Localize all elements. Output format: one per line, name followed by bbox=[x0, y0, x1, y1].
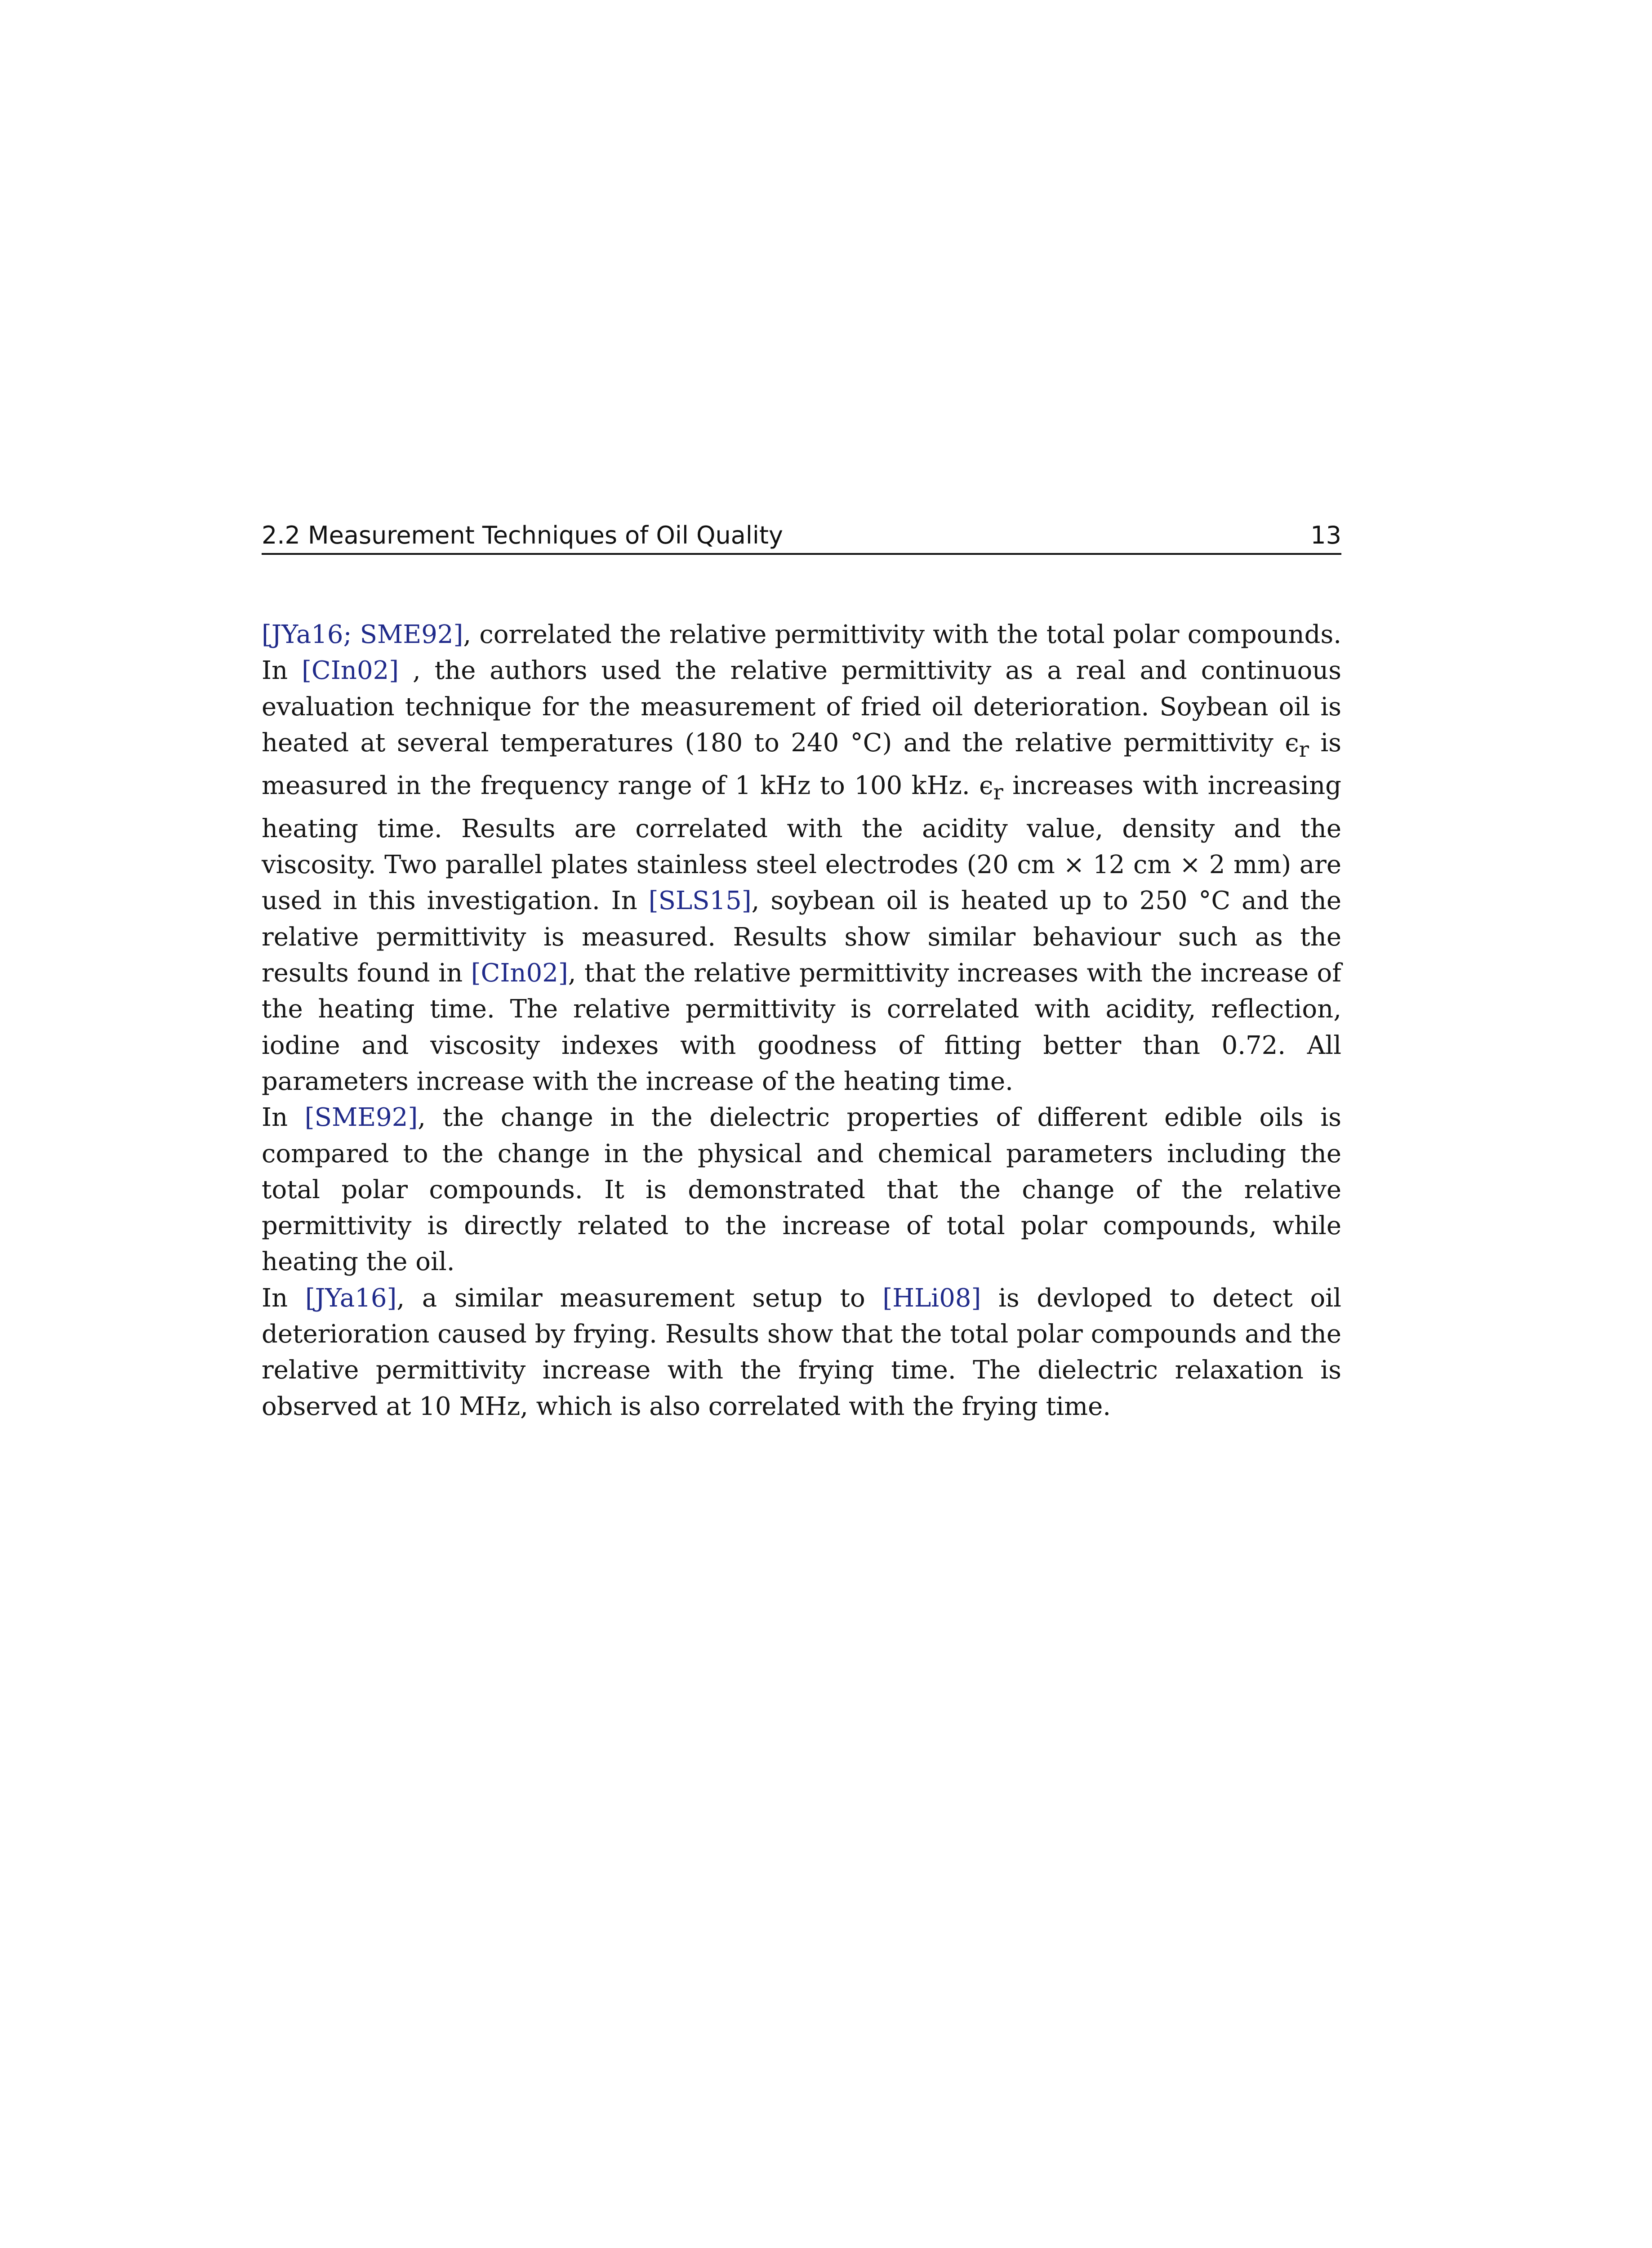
running-header bbox=[262, 521, 1341, 555]
text-run: In bbox=[262, 1283, 305, 1313]
body-text bbox=[262, 617, 1341, 1425]
text-run: In bbox=[262, 1103, 305, 1133]
citation-link[interactable]: [SME92] bbox=[304, 1103, 418, 1133]
paragraph-1 bbox=[262, 617, 1341, 1100]
text-run: is devloped to detect oil deterioration caused by frying. Results show that the total polar compounds and the relative permittivity increase with the frying time. The dielectric relaxation is observed at 10 MHz, which is also correlated with the frying time. bbox=[262, 1283, 1341, 1421]
subscript-r: r bbox=[993, 781, 1003, 805]
paragraph-2 bbox=[262, 1100, 1341, 1280]
text-run: , a similar measurement setup to bbox=[396, 1283, 883, 1313]
page-number: 13 bbox=[1310, 521, 1341, 549]
text-run: , correlated the relative permittivity with the total polar compounds. In bbox=[262, 620, 1342, 686]
citation-link[interactable]: [SLS15] bbox=[648, 886, 752, 916]
text-run: is measured in the frequency range of 1 kHz to 100 kHz. ϵ bbox=[262, 728, 1341, 801]
subscript-r: r bbox=[1299, 738, 1309, 763]
citation-link[interactable]: [JYa16; SME92] bbox=[262, 620, 463, 649]
paragraph-3 bbox=[262, 1280, 1341, 1425]
citation-link[interactable]: [CIn02] bbox=[471, 959, 568, 988]
citation-link[interactable]: [HLi08] bbox=[882, 1283, 981, 1313]
text-run: , that the relative permittivity increases with the increase of the heating time. The relative permittivity is correlated with acidity, reflection, iodine and viscosity indexes with goodness of fitting better than 0.72. All parameters increase with the increase of the heating time. bbox=[262, 959, 1341, 1096]
section-title: 2.2 Measurement Techniques of Oil Quality bbox=[262, 521, 783, 549]
text-run: , soybean oil is heated up to 250 °C and the relative permittivity is measured. Results show similar behaviour such as the results found in bbox=[262, 886, 1341, 988]
citation-link[interactable]: [CIn02] bbox=[302, 656, 399, 686]
text-run: , the authors used the relative permittivity as a real and continuous evaluation technique for the measurement of fried oil deterioration. Soybean oil is heated at several temperatures (180 to 240 °C) and the relative permittivity ϵ bbox=[262, 656, 1341, 758]
text-run: increases with increasing heating time. Results are correlated with the acidity value, density and the viscosity. Two parallel plates stainless steel electrodes (20 cm × 12 cm × 2 mm) are used in this investigation. In bbox=[262, 771, 1341, 916]
text-run: , the change in the dielectric properties of different edible oils is compared to the change in the physical and chemical parameters including the total polar compounds. It is demonstrated that the change of the relative permittivity is directly related to the increase of total polar compounds, while heating the oil. bbox=[262, 1103, 1341, 1277]
citation-link[interactable]: [JYa16] bbox=[305, 1283, 397, 1313]
